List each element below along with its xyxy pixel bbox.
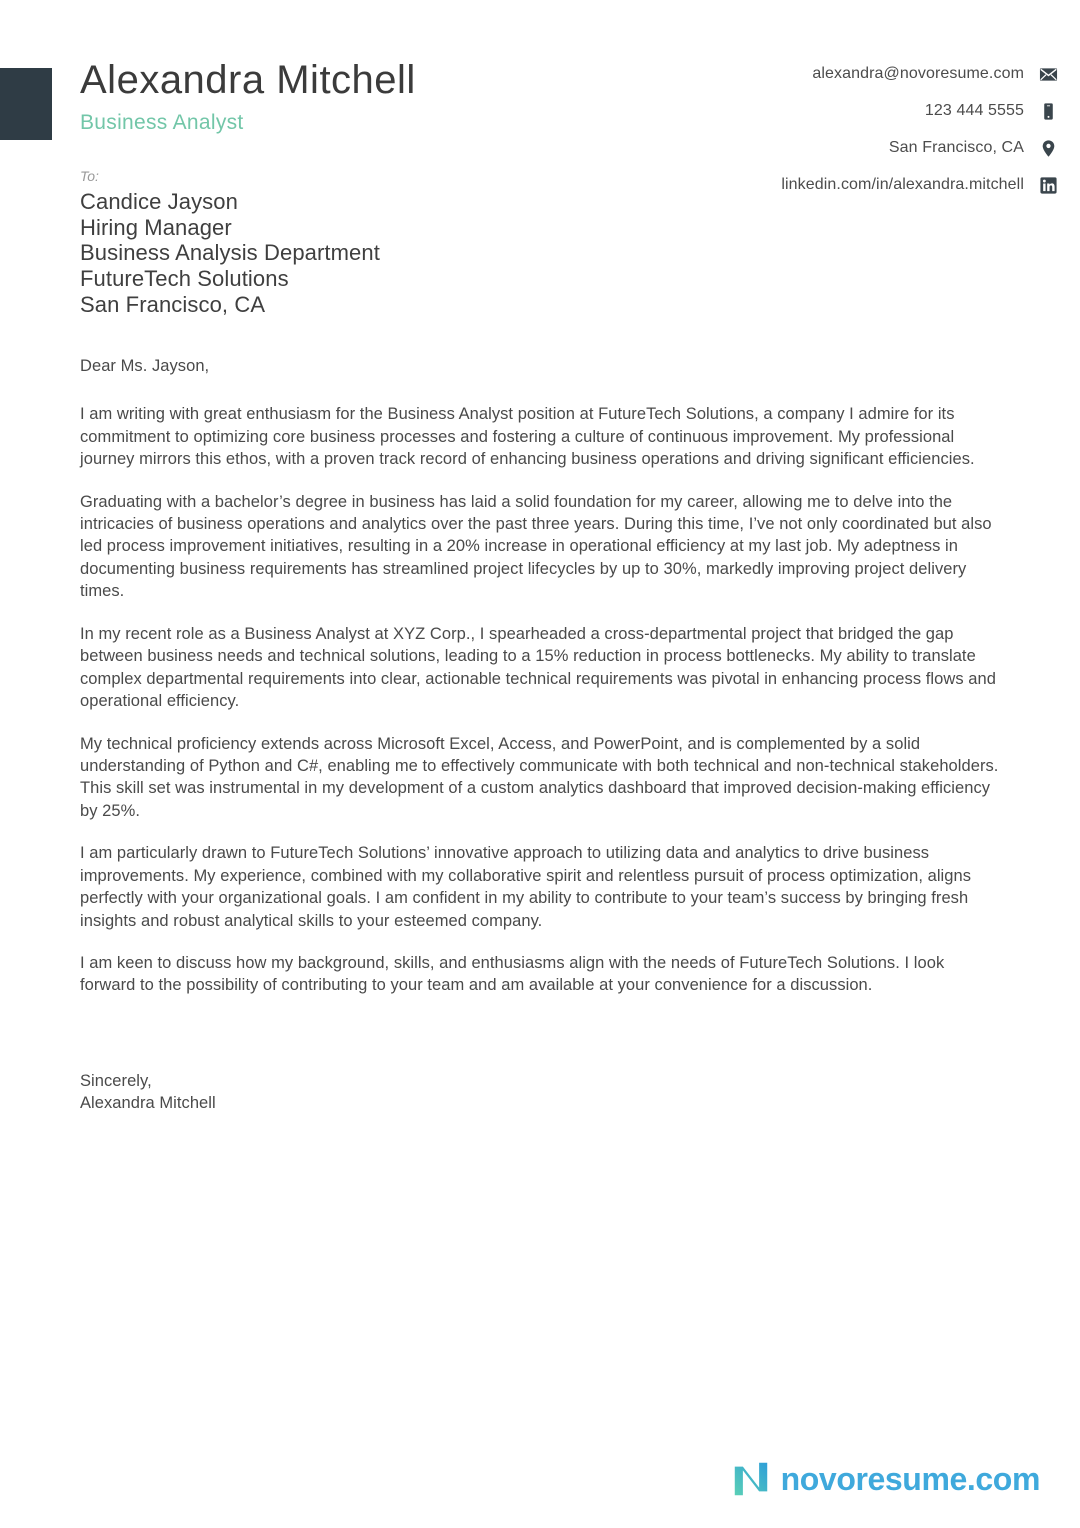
letter-paragraph: I am particularly drawn to FutureTech Solutions’ innovative approach to utilizing data and analytics to drive business improvements. My experience, combined with my collaborative spirit and relentless pursuit of process optimization, aligns perfectly with your organizational goals. I am confident in my ability to contribute to your team’s success by bringing fresh insights and robust analytical skills to your esteemed company. xyxy=(80,844,972,930)
novoresume-logo-text: novoresume.com xyxy=(780,1461,1040,1497)
linkedin-icon[interactable] xyxy=(1038,175,1058,195)
contact-linkedin-text: linkedin.com/in/alexandra.mitchell xyxy=(781,176,1024,194)
recipient-role: Hiring Manager xyxy=(80,214,232,240)
contact-row-phone xyxy=(925,101,1058,121)
recipient-company: FutureTech Solutions xyxy=(80,266,289,291)
contact-email-text: alexandra@novoresume.com xyxy=(812,65,1024,83)
closing-line: Sincerely, xyxy=(80,1071,152,1090)
header-accent-block xyxy=(0,68,52,140)
contact-block xyxy=(781,64,1058,195)
letter-body xyxy=(80,355,1000,1115)
applicant-job-title: Business Analyst xyxy=(80,111,244,134)
recipient-name: Candice Jayson xyxy=(80,188,238,214)
contact-row-location xyxy=(889,138,1058,158)
applicant-name: Alexandra Mitchell xyxy=(80,58,416,102)
location-pin-icon xyxy=(1038,138,1058,158)
phone-icon xyxy=(1038,101,1058,121)
letter-paragraph: In my recent role as a Business Analyst at XYZ Corp., I spearheaded a cross-departmental project that bridged the gap between business needs and technical solutions, leading to a 15% reduction in process bottlenecks. My ability to translate complex departmental requirements into clear, actionable technical requirements was pivotal in enhancing process flows and operational efficiency. xyxy=(80,624,996,711)
contact-phone-text: 123 444 5555 xyxy=(924,102,1024,120)
contact-row-linkedin[interactable] xyxy=(781,175,1058,195)
contact-location-text: San Francisco, CA xyxy=(888,139,1024,157)
recipient-block xyxy=(80,168,380,317)
recipient-department: Business Analysis Department xyxy=(80,240,380,266)
letter-paragraph: I am keen to discuss how my background, skills, and enthusiasms align with the needs of FutureTech Solutions. I look forward to the possibility of contributing to your team and am available at your convenience for a discussion. xyxy=(80,954,945,995)
envelope-icon xyxy=(1038,64,1058,84)
signature-name: Alexandra Mitchell xyxy=(80,1093,216,1112)
novoresume-logo[interactable] xyxy=(730,1458,1040,1500)
to-label: To: xyxy=(80,168,99,184)
signoff-block xyxy=(80,1071,1000,1115)
contact-row-email xyxy=(812,64,1058,84)
letter-paragraph: I am writing with great enthusiasm for the Business Analyst position at FutureTech Solutions, a company I admire for its commitment to optimizing core business processes and fostering a culture of continuous improvement. My professional journey mirrors this ethos, with a proven track record of enhancing business operations and driving significant efficiencies. xyxy=(80,405,975,469)
recipient-location: San Francisco, CA xyxy=(80,291,266,317)
novoresume-logo-mark xyxy=(730,1458,772,1500)
letter-paragraph: My technical proficiency extends across Microsoft Excel, Access, and PowerPoint, and is complemented by a solid understanding of Python and C#, enabling me to effectively communicate with both technical and non-technical stakeholders. This skill set was instrumental in my development of a custom analytics dashboard that improved decision-making efficiency by 25%. xyxy=(80,734,999,820)
identity-block xyxy=(80,60,416,133)
letter-paragraph: Graduating with a bachelor’s degree in business has laid a solid foundation for my career, allowing me to delve into the intricacies of business operations and analytics over the past three years. During this time, I’ve not only coordinated but also led process improvement initiatives, resulting in a 20% increase in operational efficiency at my last job. My adeptness in documenting business requirements has streamlined project lifecycles by up to 30%, markedly improving project delivery times. xyxy=(80,492,992,601)
salutation: Dear Ms. Jayson, xyxy=(80,357,210,375)
